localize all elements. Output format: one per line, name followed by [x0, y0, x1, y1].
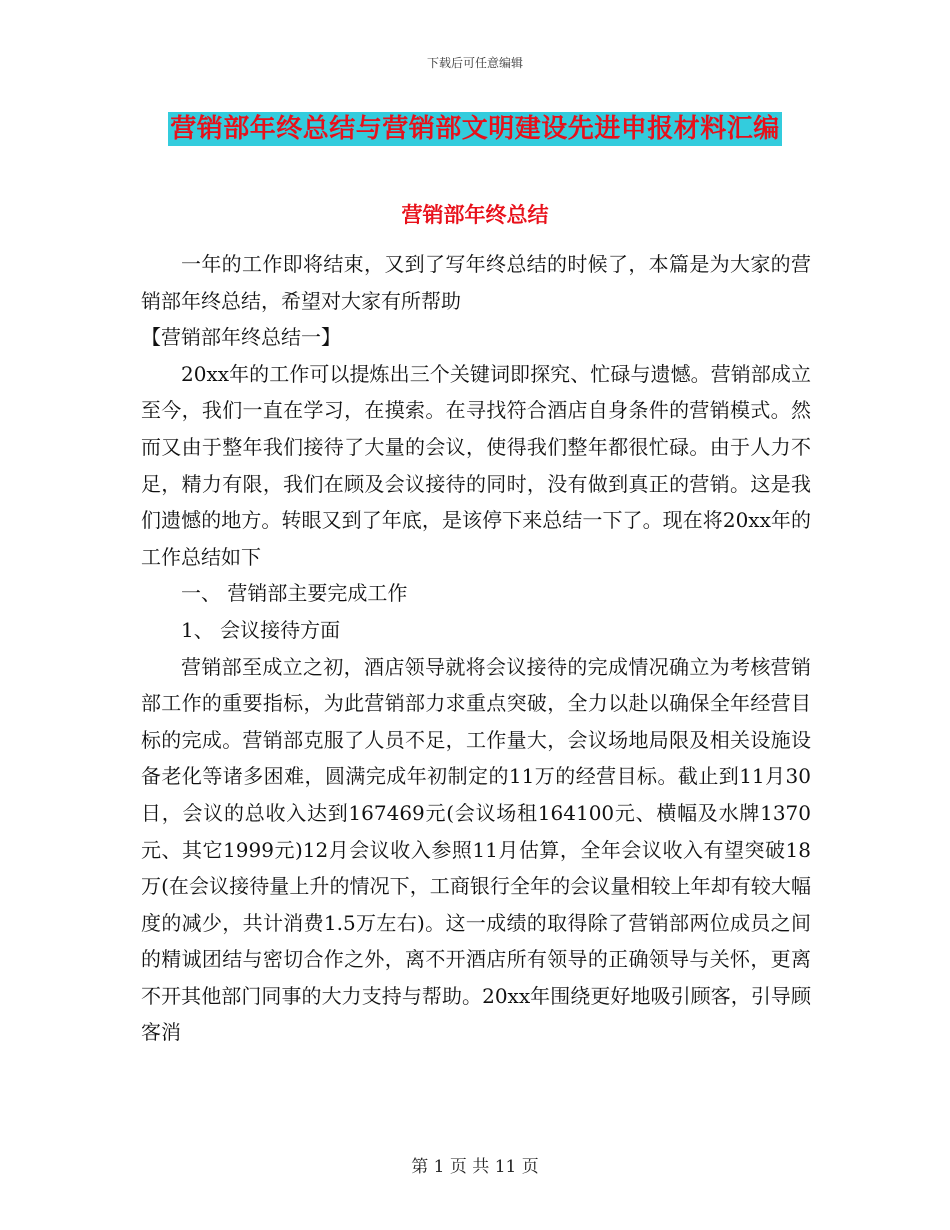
page-footer: 第 1 页 共 11 页: [411, 1157, 539, 1177]
paragraph-meetings-detail: 营销部至成立之初，酒店领导就将会议接待的完成情况确立为考核营销部工作的重要指标，为此营销部力求重点突破，全力以赴以确保全年经营目标的完成。营销部克服了人员不足，工作量大，会议场地局限及相关设施设备老化等诸多困难，圆满完成年初制定的11万的经营目标。截止到11月30日，会议的总收入达到167469元(会议场租164100元、横幅及水牌1370元、其它1999元)12月会议收入参照11月估算，全年会议收入有望突破18万(在会议接待量上升的情况下，工商银行全年的会议量相较上年却有较大幅度的减少，共计消费1.5万左右)。这一成绩的取得除了营销部两位成员之间的精诚团结与密切合作之外，离不开酒店所有领导的正确领导与关怀，更离不开其他部门同事的大力支持与帮助。20xx年围绕更好地吸引顾客，引导顾客消: [141, 654, 811, 1045]
document-title: 营销部年终总结与营销部文明建设先进申报材料汇编: [170, 114, 780, 144]
paragraph-heading-main-work: 一、 营销部主要完成工作: [181, 581, 408, 606]
document-body: [141, 246, 811, 1051]
document-title-container: [0, 112, 950, 146]
page-header-note: 下载后可任意编辑: [426, 56, 523, 70]
paragraph-subheading: 【营销部年终总结一】: [141, 325, 341, 350]
section-title: 营销部年终总结: [401, 203, 549, 227]
paragraph-intro: 一年的工作即将结束，又到了写年终总结的时候了，本篇是为大家的营销部年终总结，希望对大家有所帮助: [141, 252, 811, 313]
paragraph-heading-meetings: 1、 会议接待方面: [181, 617, 341, 642]
paragraph-overview: 20xx年的工作可以提炼出三个关键词即探究、忙碌与遗憾。营销部成立至今，我们一直在学习，在摸索。在寻找符合酒店自身条件的营销模式。然而又由于整年我们接待了大量的会议，使得我们整年都很忙碌。由于人力不足，精力有限，我们在顾及会议接待的同时，没有做到真正的营销。这是我们遗憾的地方。转眼又到了年底，是该停下来总结一下了。现在将20xx年的工作总结如下: [141, 361, 811, 569]
